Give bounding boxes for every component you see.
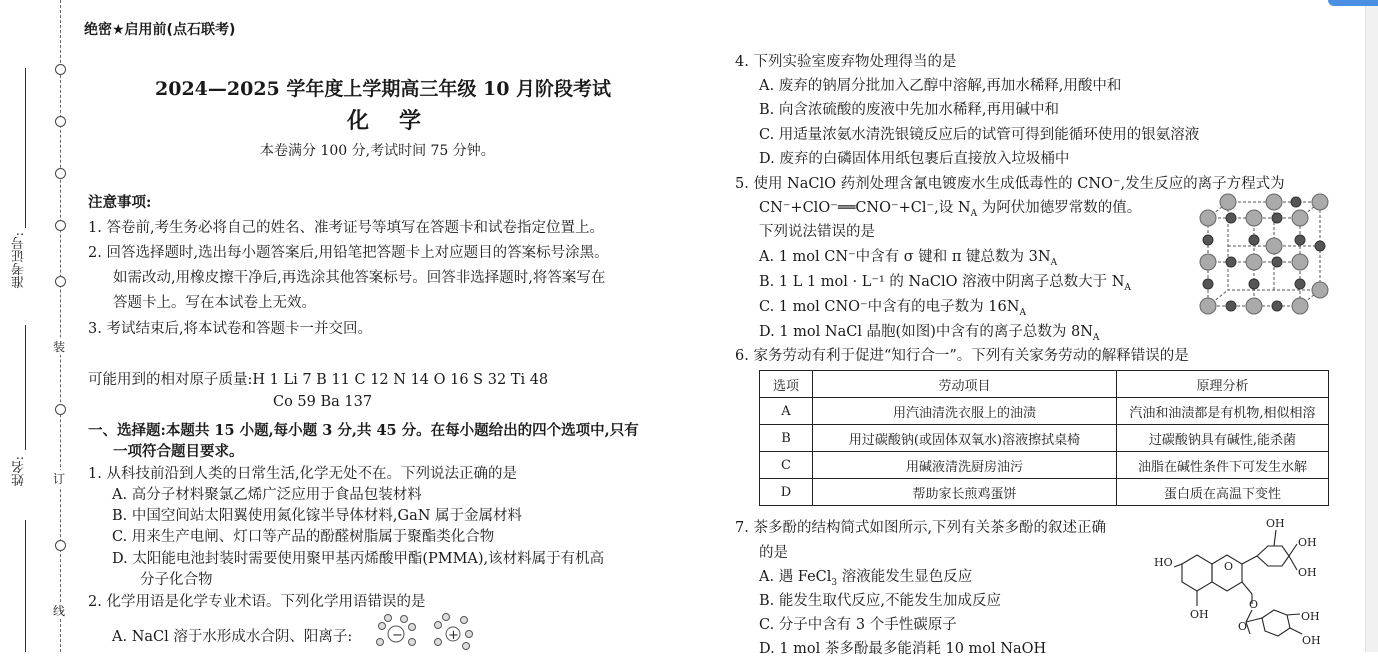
binding-mark-zhuang: 装 xyxy=(53,340,66,354)
q1-option-a: A. 高分子材料聚氯乙烯广泛应用于食品包装材料 xyxy=(112,487,422,503)
name-label: 姓名: xyxy=(12,456,27,487)
q7-stem: 7. 茶多酚的结构简式如图所示,下列有关茶多酚的叙述正确 xyxy=(735,520,1107,536)
q5-option-c: C. 1 mol CNO⁻中含有的电子数为 $16N_A$ xyxy=(759,299,1026,318)
q5-stem-cont: 下列说法错误的是 xyxy=(759,224,875,240)
atomic-masses-line2: Co 59 Ba 137 xyxy=(273,394,373,410)
label-oh: OH xyxy=(1301,610,1320,623)
q1-option-d-cont: 分子化合物 xyxy=(140,572,213,588)
table-header: 选项 xyxy=(760,371,813,398)
table-cell: 帮助家长煎鸡蛋饼 xyxy=(813,479,1117,506)
binding-dashed-line xyxy=(60,0,61,652)
q5-stem: 5. 使用 NaClO 药剂处理含氰电镀废水生成低毒性的 CNO⁻,发生反应的离子方程式为 xyxy=(735,176,1285,192)
q6-table xyxy=(759,370,1329,506)
table-row xyxy=(760,479,1329,506)
table-cell: 用过碳酸钠(或固体双氧水)溶液擦拭桌椅 xyxy=(813,425,1117,452)
section1-heading: 一、选择题:本题共 15 小题,每小题 3 分,共 45 分。在每小题给出的四个选项中,只有 xyxy=(88,422,639,439)
table-row xyxy=(760,398,1329,425)
binding-hole xyxy=(55,404,66,415)
label-oh: OH xyxy=(1298,536,1317,549)
binding-hole xyxy=(55,540,66,551)
label-oh: OH xyxy=(1266,517,1285,530)
svg-text:+: + xyxy=(448,628,459,643)
table-cell: 过碳酸钠具有碱性,能杀菌 xyxy=(1117,425,1329,452)
q7-stem-cont: 的是 xyxy=(759,545,788,561)
q5-option-d: D. 1 mol NaCl 晶胞(如图)中含有的离子总数为 $8N_A$ xyxy=(759,324,1100,343)
q5-option-a: A. 1 mol CN⁻中含有 σ 键和 π 键总数为 $3N_A$ xyxy=(759,249,1058,268)
binding-mark-xian: 线 xyxy=(53,604,66,618)
q1-option-c: C. 用来生产电闸、灯口等产品的酚醛树脂属于聚酯类化合物 xyxy=(112,529,495,545)
table-cell: D xyxy=(760,479,813,506)
note-item: 如需改动,用橡皮擦干净后,再选涂其他答案标号。回答非选择题时,将答案写在 xyxy=(113,270,606,286)
table-cell: 用碱液清洗厨房油污 xyxy=(813,452,1117,479)
q7-option-b: B. 能发生取代反应,不能发生加成反应 xyxy=(759,593,1001,609)
exam-id-label: 准考证号: xyxy=(12,232,27,289)
label-oh: OH xyxy=(1302,634,1321,647)
exam-title: 2024—2025 学年度上学期高三年级 10 月阶段考试 xyxy=(155,78,612,100)
binding-hole xyxy=(55,116,66,127)
binding-hole xyxy=(55,168,66,179)
q7-option-a: A. 遇 FeCl$_3$ 溶液能发生显色反应 xyxy=(759,569,973,588)
section1-heading-cont: 一项符合题目要求。 xyxy=(113,443,244,460)
scroll-indicator[interactable] xyxy=(1328,0,1378,6)
q4-option-c: C. 用适量浓氨水清洗银镜反应后的试管可得到能循环使用的银氨溶液 xyxy=(759,127,1200,143)
q2-option-a: A. NaCl 溶于水形成水合阴、阳离子: xyxy=(112,629,353,645)
table-cell: 蛋白质在高温下变性 xyxy=(1117,479,1329,506)
name-write-line xyxy=(25,325,26,450)
note-item: 2. 回答选择题时,选出每小题答案后,用铅笔把答题卡上对应题目的答案标号涂黑。 xyxy=(88,245,609,261)
q2-stem: 2. 化学用语是化学专业术语。下列化学用语错误的是 xyxy=(88,594,426,610)
table-cell: 汽油和油渍都是有机物,相似相溶 xyxy=(1117,398,1329,425)
label-o: O xyxy=(1224,560,1234,573)
note-item: 3. 考试结束后,将本试卷和答题卡一并交回。 xyxy=(88,321,373,337)
atomic-masses-line1: 可能用到的相对原子质量:H 1 Li 7 B 11 C 12 N 14 O 16 S 32 Ti 48 xyxy=(88,372,549,388)
exam-info: 本卷满分 100 分,考试时间 75 分钟。 xyxy=(260,143,495,159)
tea-polyphenol-structure xyxy=(1152,514,1332,652)
table-header: 原理分析 xyxy=(1117,371,1329,398)
confidential-header: 绝密★启用前(点石联考) xyxy=(84,22,236,38)
label-ho: HO xyxy=(1154,556,1173,569)
table-row xyxy=(760,425,1329,452)
binding-hole xyxy=(55,220,66,231)
binding-hole xyxy=(55,276,66,287)
note-item: 1. 答卷前,考生务必将自己的姓名、准考证号等填写在答题卡和试卷指定位置上。 xyxy=(88,220,605,236)
table-cell: C xyxy=(760,452,813,479)
q6-stem: 6. 家务劳动有利于促进“知行合一”。下列有关家务劳动的解释错误的是 xyxy=(735,348,1189,364)
table-header-row xyxy=(760,371,1329,398)
hydrated-ions-figure xyxy=(368,612,478,652)
note-item: 答题卡上。写在本试卷上无效。 xyxy=(113,295,316,311)
lower-write-line xyxy=(25,520,26,652)
binding-mark-ding: 订 xyxy=(53,472,66,486)
q4-option-b: B. 向含浓硫酸的废液中先加水稀释,再用碱中和 xyxy=(759,102,1059,118)
table-row xyxy=(760,452,1329,479)
table-cell: 用汽油清洗衣服上的油渍 xyxy=(813,398,1117,425)
q7-option-c: C. 分子中含有 3 个手性碳原子 xyxy=(759,617,957,633)
q4-option-d: D. 废弃的白磷固体用纸包裹后直接放入垃圾桶中 xyxy=(759,151,1070,167)
q1-stem: 1. 从科技前沿到人类的日常生活,化学无处不在。下列说法正确的是 xyxy=(88,466,518,482)
q4-stem: 4. 下列实验室废弃物处理得当的是 xyxy=(735,54,957,70)
svg-text:−: − xyxy=(392,628,403,643)
exam-id-write-line xyxy=(25,68,26,228)
table-cell: A xyxy=(760,398,813,425)
table-cell: 油脂在碱性条件下可发生水解 xyxy=(1117,452,1329,479)
nacl-crystal-figure xyxy=(1196,196,1328,314)
table-cell: B xyxy=(760,425,813,452)
q4-option-a: A. 废弃的钠屑分批加入乙醇中溶解,再加水稀释,用酸中和 xyxy=(759,78,1122,94)
q5-equation: CN⁻+ClO⁻══CNO⁻+Cl⁻,设 $N_A$ 为阿伏加德罗常数的值。 xyxy=(759,200,1142,219)
label-o: O xyxy=(1238,620,1248,633)
label-o: O xyxy=(1249,598,1259,611)
q1-option-b: B. 中国空间站太阳翼使用氮化镓半导体材料,GaN 属于金属材料 xyxy=(112,508,523,524)
label-oh: OH xyxy=(1298,566,1317,579)
vertical-scrollbar[interactable] xyxy=(1365,0,1378,652)
table-header: 劳动项目 xyxy=(813,371,1117,398)
label-oh: OH xyxy=(1190,608,1209,621)
subject-title: 化学 xyxy=(347,108,452,134)
q7-option-d: D. 1 mol 茶多酚最多能消耗 10 mol NaOH xyxy=(759,641,1047,657)
notes-heading: 注意事项: xyxy=(88,194,152,211)
q5-option-b: B. 1 L 1 mol · L⁻¹ 的 NaClO 溶液中阴离子总数大于 $N_A$ xyxy=(759,274,1131,293)
binding-hole xyxy=(55,64,66,75)
q1-option-d: D. 太阳能电池封装时需要使用聚甲基丙烯酸甲酯(PMMA),该材料属于有机高 xyxy=(112,551,605,567)
